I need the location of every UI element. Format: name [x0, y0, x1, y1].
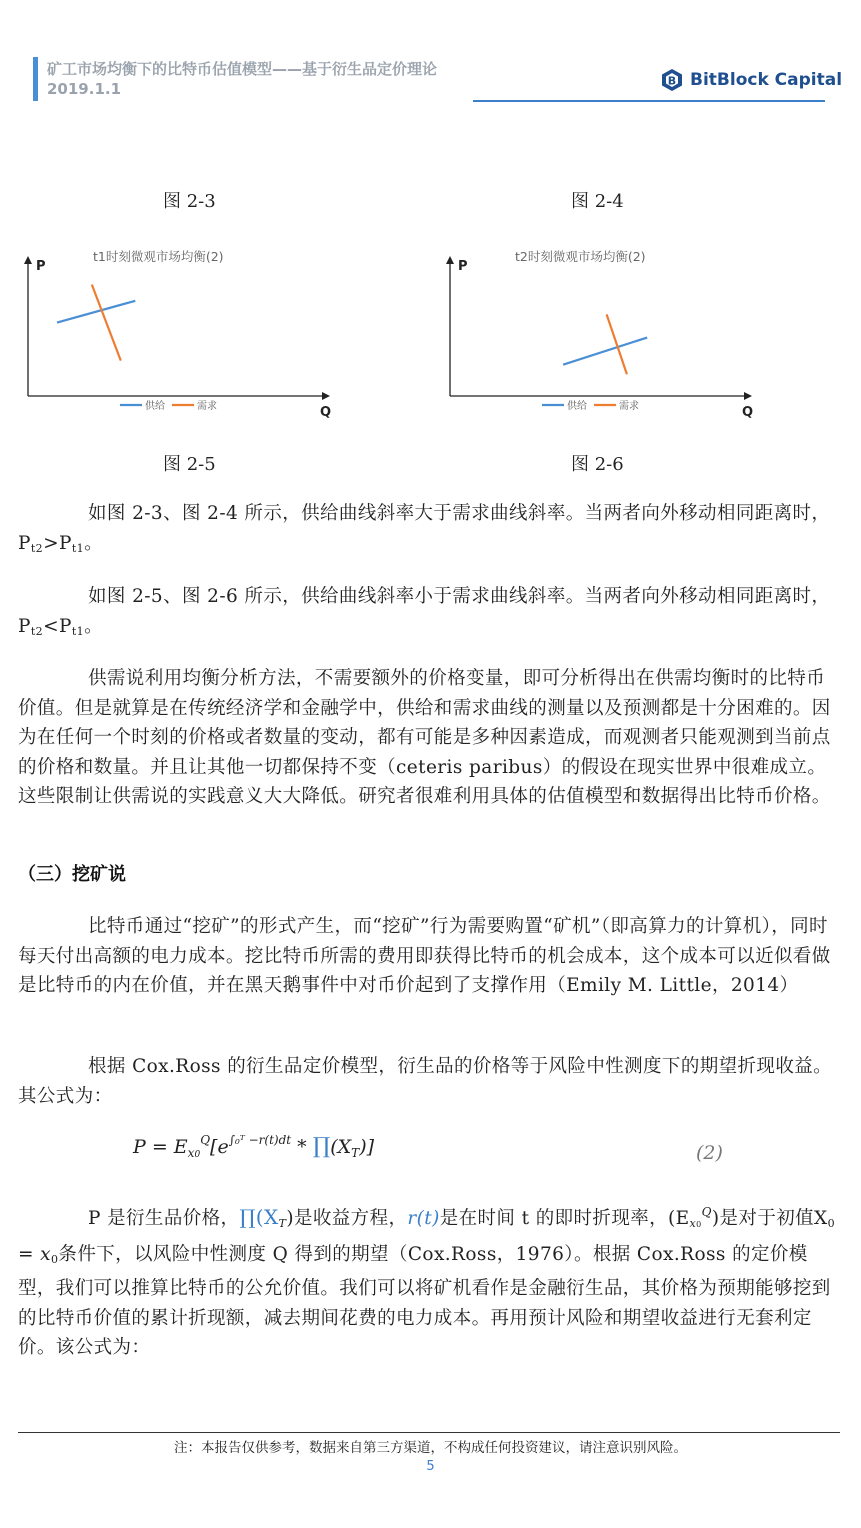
p3-text: 供需说利用均衡分析方法，不需要额外的价格变量，即可分析得出在供需均衡时的比特币价值。但是就算是在传统经济学和金融学中，供给和需求曲线的测量以及预测都是十分困难的。因为在任何一个时刻的价格或者数量的变动，都有可能是多种因素造成，而观测者只能观测到当前点的价格和数量。并且让其他一切都保持不变（ceteris paribus）的假设在现实世界中很难成立。这些限制让供需说的实践意义大大降低。研究者很难利用具体的估值模型和数据得出比特币价格。 — [18, 668, 831, 807]
p6-sub-e0: 0 — [51, 1252, 59, 1266]
chart-svg — [18, 240, 338, 425]
legend-label: 需求 — [619, 401, 639, 412]
p6-text-b: 是收益方程， — [293, 1208, 408, 1229]
figure-caption-2-6: 图 2-6 — [571, 454, 624, 475]
header-accent-bar — [33, 57, 38, 101]
chart-t1-equilibrium — [18, 240, 338, 425]
p6-sub-t: T — [278, 1217, 287, 1230]
y-axis-arrow — [446, 256, 454, 264]
brand-name: BitBlock Capital — [690, 70, 843, 90]
p4-text: 比特币通过“挖矿”的形式产生，而“挖矿”行为需要购置“矿机”（即高算力的计算机），同时每天付出高额的电力成本。挖比特币所需的费用即获得比特币的机会成本，这个成本可以近似看做是比特币的内在价值，并在黑天鹅事件中对币价起到了支撑作用（Emily M. Little，2014） — [18, 916, 831, 996]
figure-caption-2-5: 图 2-5 — [163, 454, 216, 475]
paragraph-fig-2-5-2-6 — [18, 582, 840, 646]
paragraph-mining — [18, 912, 840, 1001]
figure-caption-2-4: 图 2-4 — [571, 191, 624, 212]
paragraph-cox-ross — [18, 1052, 840, 1111]
footer-rule — [18, 1432, 840, 1433]
p6-pi: ∏(X — [239, 1205, 279, 1229]
formula-close: )] — [359, 1136, 375, 1158]
formula-sup-q: Q — [200, 1133, 211, 1147]
paragraph-fig-2-3-2-4 — [18, 499, 840, 563]
y-axis-label: P — [36, 259, 46, 274]
formula-eq: = E — [145, 1136, 188, 1158]
x-axis-arrow — [322, 392, 330, 400]
formula-exponent: ∫₀ᵀ −r(t)dt — [228, 1133, 292, 1147]
x-axis-arrow — [744, 392, 752, 400]
x-axis-label: Q — [742, 405, 754, 420]
formula-lhs: P — [133, 1136, 146, 1158]
disclaimer: 注：本报告仅供参考，数据来自第三方渠道，不构成任何投资建议，请注意识别风险。 — [174, 1440, 687, 1456]
p2-text-c: 。 — [84, 615, 103, 637]
chart-title: t2时刻微观市场均衡(2) — [515, 249, 646, 264]
formula-sub-0: 0 — [194, 1150, 201, 1160]
report-date: 2019.1.1 — [47, 80, 122, 98]
legend-label: 供给 — [145, 401, 165, 412]
formula-arg-sub: T — [351, 1146, 360, 1160]
p1-text-c: 。 — [84, 532, 103, 554]
p2-sub-t2: t2 — [30, 624, 44, 638]
header-rule — [473, 100, 825, 102]
report-title: 矿工市场均衡下的比特币估值模型——基于衍生品定价理论 — [47, 60, 438, 78]
supply-curve — [563, 338, 647, 365]
p6-sub-x: x — [689, 1217, 697, 1230]
equation-number: (2) — [696, 1142, 723, 1164]
legend-label: 需求 — [197, 401, 217, 412]
figure-caption-2-3: 图 2-3 — [163, 191, 216, 212]
p6-sub-0: 0 — [696, 1220, 702, 1229]
p6-pi-end: ) — [286, 1208, 294, 1229]
legend-label: 供给 — [567, 401, 587, 412]
chart-title: t1时刻微观市场均衡(2) — [93, 249, 224, 264]
p1-sub-t2: t2 — [30, 541, 44, 555]
p2-sub-t1: t1 — [71, 624, 85, 638]
p1-sub-t1: t1 — [71, 541, 85, 555]
p6-text-e: 条件下，以风险中性测度 Q 得到的期望（Cox.Ross，1976）。根据 Cox.Ross 的定价模型，我们可以推算比特币的公允价值。我们可以将矿机看作是金融衍生品，其价格为预期能够挖到的比特币价值的累计折现额，减去期间花费的电力成本。再用预计风险和期望收益进行无套利定价。该公式为： — [18, 1243, 831, 1358]
p5-text: 根据 Cox.Ross 的衍生品定价模型，衍生品的价格等于风险中性测度下的期望折现收益。其公式为： — [18, 1056, 833, 1107]
chart-t2-equilibrium — [440, 240, 760, 425]
p2-text-b: <P — [43, 615, 72, 637]
y-axis-arrow — [24, 256, 32, 264]
page-number: 5 — [426, 1459, 435, 1474]
section-heading-mining: （三）挖矿说 — [18, 864, 126, 885]
p6-sup-q: Q — [701, 1205, 712, 1219]
pricing-formula — [133, 1133, 374, 1160]
p6-eq: = x — [18, 1243, 52, 1265]
formula-sub-x: x — [187, 1146, 195, 1160]
p1-text-b: >P — [43, 532, 72, 554]
p2-text-a: 如图 2-5、图 2-6 所示，供给曲线斜率小于需求曲线斜率。当两者向外移动相同距离时，P — [18, 586, 831, 637]
p6-text-a: P 是衍生品价格， — [88, 1208, 240, 1229]
paragraph-formula-explanation — [18, 1198, 840, 1363]
supply-curve — [57, 301, 135, 323]
paragraph-supply-demand — [18, 664, 840, 812]
p6-rate: r(t) — [407, 1208, 440, 1229]
formula-bracket: [e — [210, 1136, 229, 1158]
p6-sub-d0: 0 — [827, 1217, 836, 1230]
p6-text-c: 是在时间 t 的即时折现率，(E — [439, 1208, 690, 1229]
formula-arg: (X — [330, 1136, 352, 1158]
bitblock-logo-icon — [660, 68, 684, 92]
y-axis-label: P — [458, 259, 468, 274]
formula-product: ∏ — [312, 1134, 331, 1159]
p1-text-a: 如图 2-3、图 2-4 所示，供给曲线斜率大于需求曲线斜率。当两者向外移动相同距离时，P — [18, 503, 831, 554]
demand-curve — [92, 284, 121, 360]
brand-logo — [660, 68, 842, 92]
p6-text-d: )是对于初值X — [711, 1208, 828, 1229]
chart-svg — [440, 240, 760, 425]
formula-mult: * — [291, 1136, 313, 1158]
x-axis-label: Q — [320, 405, 332, 420]
svg-text:B: B — [667, 74, 677, 88]
